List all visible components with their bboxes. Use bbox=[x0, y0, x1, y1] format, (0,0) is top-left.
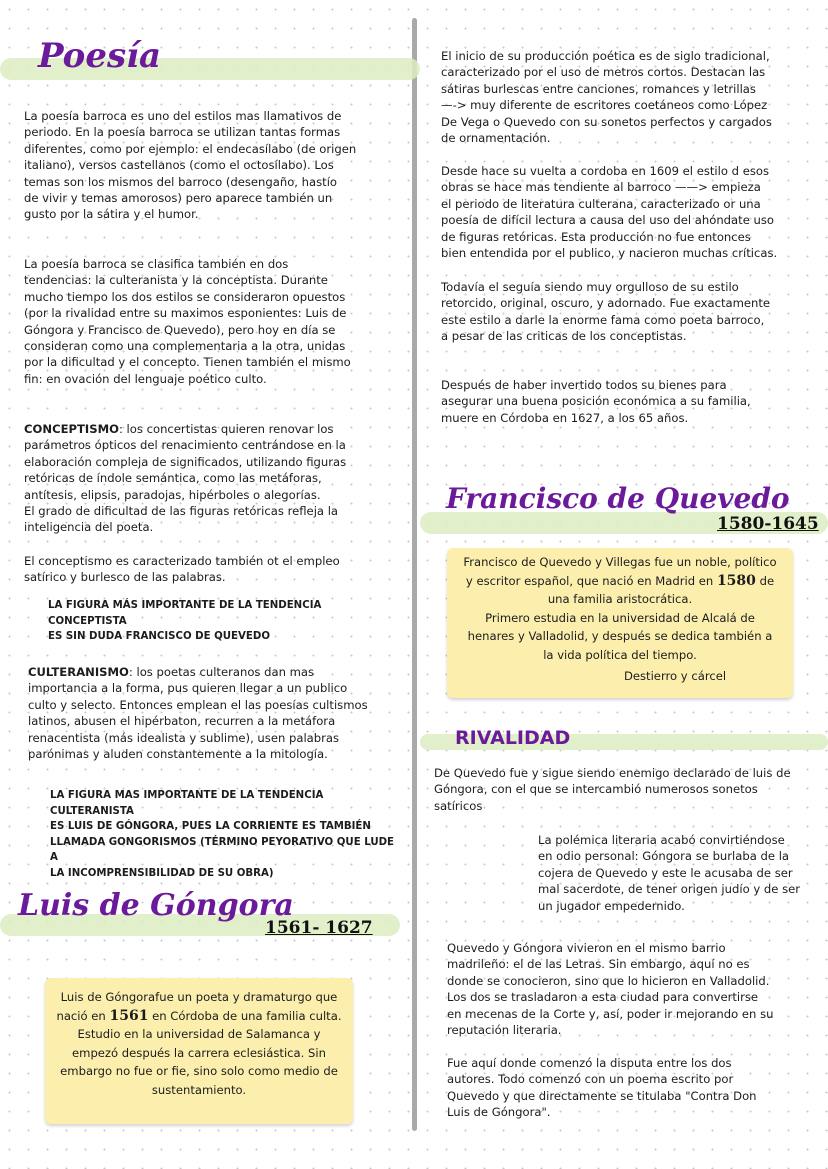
gongora-paragraph-1: El inicio de su producción poética es de siglo tradicional, caracterizado por el uso de metros cortos. Destacan las sátiras burlescas entre canciones, romances y letrillas —-> muy diferente de escritores coetáneos como López De Vega o Quevedo con su sonetos perfectos y cargados de ornamentación. bbox=[441, 49, 772, 146]
gongora-years: 1561- 1627 bbox=[265, 918, 373, 938]
conceptismo-note: LA FIGURA MÁS IMPORTANTE DE LA TENDENCIA CONCEPTISTA ES SIN DUDA FRANCISCO DE QUEVEDO bbox=[48, 600, 322, 642]
gongora-paragraph-3: Todavía el seguía siendo muy orgulloso de su estilo retorcido, original, oscuro, y adornado. Fue exactamente este estilo a darle la enorme fama como poeta barroco, a pesar de las criticas de los conceptistas. bbox=[441, 280, 771, 344]
conceptismo-extra: El conceptismo es caracterizado también ot el empleo satírico y burlesco de las palabras. bbox=[24, 554, 340, 585]
culteranismo-note: LA FIGURA MAS IMPORTANTE DE LA TENDENCIA CULTERANISTA ES LUIS DE GÓNGORA, PUES LA CORRIENTE ES TAMBIÉN LLAMADA GONGORISMOS (TÉRMINO PEYORATIVO QUE LUDE A LA INCOMPRENSIBILIDAD DE SU OBRA) bbox=[50, 790, 395, 879]
rivalidad-paragraph-3: Quevedo y Góngora vivieron en el mismo barrio madrileño: el de las Letras. Sin embargo, aquí no es donde se conocieron, sino que lo hicieron en Valladolid. Los dos se trasladaron a esta ciudad para convertirse en mecenas de la Corte y, así, poder ir mejorando en su reputación literaria. bbox=[447, 941, 774, 1038]
quevedo-bio-text: Francisco de Quevedo y Villegas fue un noble, político y escritor español, que nació en Madrid en 1580 de una familia aristocrática. Primero estudia en la universidad de Alcalá de henares y Valladolid, y después se dedica también a la vida política del tiempo. bbox=[463, 555, 777, 662]
conceptismo-term: CONCEPTISMO bbox=[24, 422, 119, 436]
column-divider bbox=[412, 18, 417, 1131]
rivalidad-paragraph-1: De Quevedo fue y sigue siendo enemigo declarado de luis de Góngora, con el que se intercambió numerosos sonetos satíricos bbox=[434, 766, 791, 813]
culteranismo-term: CULTERANISMO bbox=[28, 665, 129, 679]
culteranismo-text: : los poetas culteranos dan mas importancia a la forma, pus quieren llegar a un publico culto y selecto. Entonces emplean el las poesías cultismos latinos, abusen el hipérbaton, recurren a la metáfora renacentista (más idealista y sublime), usen palabras parónimas y aluden constantemente a la mitología. bbox=[28, 665, 368, 762]
poesia-tendencias: La poesía barroca se clasifica también en dos tendencias: la culteranista y la conceptista. Durante mucho tiempo los dos estilos se consideraron opuestos (por la rivalidad entre su maximos esponientes: Luis de Góngora y Francisco de Quevedo), pero hoy en día se consideran como una complementaria a la otra, unidas por la dificultad y el concepto. Tienen también el mismo fin: en ovación del lenguaje poético culto. bbox=[24, 257, 351, 386]
gongora-birth-year: 1561 bbox=[109, 1007, 149, 1024]
rivalidad-paragraph-4: Fue aquí donde comenzó la disputa entre los dos autores. Todo comenzó con un poema escrito por Quevedo y que directamente se titulaba "Contra Don Luis de Góngora". bbox=[447, 1056, 757, 1120]
quevedo-years: 1580-1645 bbox=[717, 514, 819, 534]
conceptismo-paragraph bbox=[24, 421, 396, 536]
gongora-paragraph-4: Después de haber invertido todos su bienes para asegurar una buena posición económica a su familia, muere en Córdoba en 1627, a los 65 años. bbox=[441, 378, 751, 425]
quevedo-bio-destierro: Destierro y cárcel bbox=[623, 668, 727, 683]
quevedo-bio-card bbox=[447, 548, 793, 698]
section-title-rivalidad: RIVALIDAD bbox=[455, 727, 571, 749]
conceptismo-text: : los concertistas quieren renovar los parámetros ópticos del renacimiento centrándose en la elaboración compleja de significados, utilizando figuras retóricas de índole semántica, como las metáforas, antítesis, elipsis, paradojas, hipérboles o alegorías. El grado de dificultad de las figuras retóricas refleja la inteligencia del poeta. bbox=[24, 422, 347, 535]
quevedo-birth-year: 1580 bbox=[716, 572, 756, 589]
section-title-poesia: Poesía bbox=[38, 36, 162, 76]
section-title-quevedo: Francisco de Quevedo bbox=[446, 482, 790, 515]
gongora-paragraph-2: Desde hace su vuelta a cordoba en 1609 el estilo d esos obras se hace mas tendiente al barroco ——> empieza el periodo de literatura culterana, caracterizado or una poesía de difícil lectura a causa del uso del ahóndate uso de figuras retóricas. Esta producción no fue entonces bien entendida por el publico, y nacieron muchas críticas. bbox=[441, 164, 778, 261]
section-title-gongora: Luis de Góngora bbox=[18, 888, 294, 923]
poesia-intro: La poesía barroca es uno del estilos mas llamativos de periodo. En la poesía barroca se utilizan tantas formas diferentes, como por ejemplo: el endecasílabo (de origen italiano), versos castellanos (como el octosílabo). Los temas son los mismos del barroco (desengaño, hastío de vivir y temas amorosos) pero aparece también un gusto por la sátira y el humor. bbox=[24, 109, 357, 222]
gongora-bio-card bbox=[45, 978, 353, 1124]
rivalidad-paragraph-2: La polémica literaria acabó convirtiéndose en odio personal: Góngora se burlaba de la cojera de Quevedo y este le acusaba de ser mal sacerdote, de tener origen judío y de ser un jugador empedernido. bbox=[538, 833, 801, 913]
culteranismo-paragraph bbox=[28, 664, 400, 762]
gongora-bio-text: Luis de Góngorafue un poeta y dramaturgo que nació en 1561 en Córdoba de una familia culta. Estudio en la universidad de Salamanca y empezó después la carrera eclesiástica. Sin embargo no fue or fie, sino solo como medio de sustentamiento. bbox=[56, 990, 342, 1097]
